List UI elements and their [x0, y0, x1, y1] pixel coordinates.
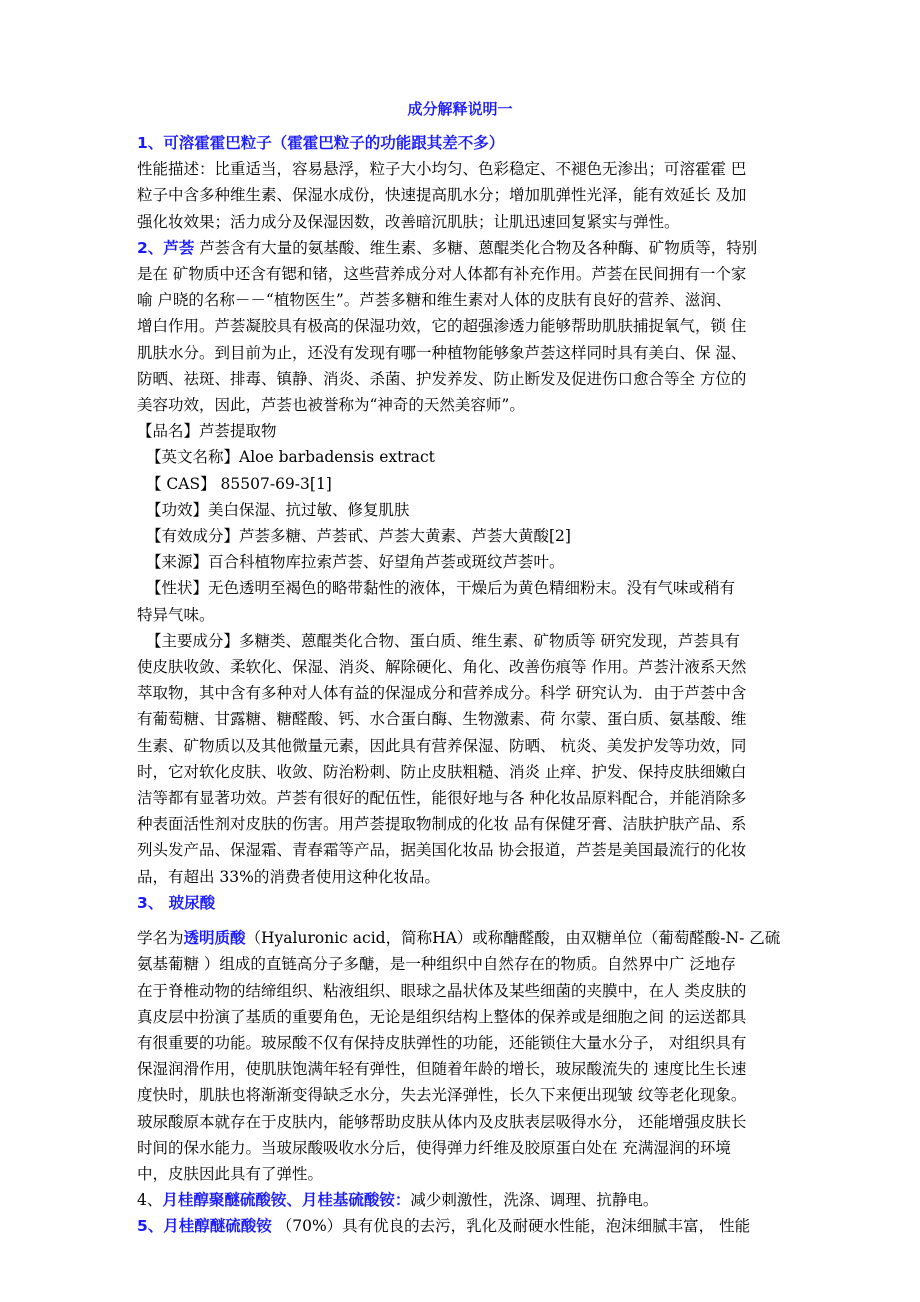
paragraph-line: 度快时，肌肤也将渐渐变得缺乏水分，失去光泽弹性，长久下来便出现皱 纹等老化现象。: [137, 1086, 747, 1105]
document-body: [137, 130, 792, 1240]
section-2-first-line: [137, 235, 792, 261]
paragraph-line: 中，皮肤因此具有了弹性。: [137, 1164, 324, 1183]
paragraph-line: 玻尿酸原本就存在于皮肤内，能够帮助皮肤从体内及皮肤表层吸得水分， 还能增强皮肤长: [137, 1112, 747, 1131]
paragraph-text: （Hyaluronic acid，简称HA）或称醣醛酸，由双糖单位（葡萄醛酸-N- 乙硫: [245, 929, 781, 948]
main-components-line: 种表面活性剂对皮肤的伤害。用芦荟提取物制成的化妆 品有保健牙膏、洁肤护肤产品、系: [137, 815, 747, 834]
paragraph-line: 强化妆效果；活力成分及保湿因数，改善暗沉肌肤；让肌迅速回复紧实与弹性。: [137, 212, 680, 231]
main-components-line: 品，有超出 33%的消费者使用这种化妆品。: [137, 867, 440, 886]
main-components-line: 有葡萄糖、甘露糖、糖醛酸、钙、水合蛋白酶、生物激素、荷 尔蒙、蛋白质、氨基酸、维: [137, 710, 747, 729]
paragraph-line: 在于脊椎动物的结缔组织、粘液组织、眼球之晶状体及某些细菌的夹膜中，在人 类皮肤的: [137, 981, 747, 1000]
paragraph-line: 粒子中含多种维生素、保湿水成份，快速提高肌水分；增加肌弹性光泽，能有效延长 及加: [137, 186, 747, 205]
paragraph-line: 喻 户晓的名称－－“植物医生”。芦荟多糖和维生素对人体的皮肤有良好的营养、滋润、: [137, 291, 732, 310]
properties-line: 特异气味。: [137, 605, 215, 624]
section-4-heading: 月桂醇聚醚硫酸铵、月桂基硫酸铵：: [162, 1191, 411, 1210]
paragraph-line: 有很重要的功能。玻尿酸不仅有保持皮肤弹性的功能，还能锁住大量水分子， 对组织具有: [137, 1033, 747, 1052]
main-components-line: 生素、矿物质以及其他微量元素，因此具有营养保湿、防晒、 杭炎、美发护发等功效，同: [137, 736, 747, 755]
main-components-line: 萃取物，其中含有多种对人体有益的保湿成分和营养成分。科学 研究认为．由于芦荟中含: [137, 684, 747, 703]
paragraph-line: 增白作用。芦荟凝胶具有极高的保湿功效，它的超强渗透力能够帮助肌肤捕捉氧气，锁 住: [137, 317, 747, 336]
paragraph-line: 保湿润滑作用，使肌肤饱满年轻有弹性，但随着年龄的增长，玻尿酸流失的 速度比生长速: [137, 1060, 747, 1079]
english-name: 【英文名称】Aloe barbadensis extract: [146, 448, 435, 467]
section-4-number: 4、: [137, 1191, 163, 1210]
section-5-line: [137, 1213, 792, 1239]
main-components-line: 使皮肤收敛、柔软化、保湿、消炎、解除硬化、角化、改善伤痕等 作用。芦荟汁液系天然: [137, 658, 747, 677]
main-components-line: 时，它对软化皮肤、收敛、防治粉刺、防止皮肤粗糙、消炎 止痒、护发、保持皮肤细嫩白: [137, 762, 747, 781]
main-components-line: 列头发产品、保湿霜、青春霜等产品，据美国化妆品 协会报道，芦荟是美国最流行的化妆: [137, 841, 747, 860]
paragraph-line: 防晒、祛斑、排毒、镇静、消炎、杀菌、护发养发、防止断发及促进伤口愈合等全 方位的: [137, 369, 747, 388]
paragraph-line: 氨基葡糖 ）组成的直链高分子多醣，是一种组织中自然存在的物质。自然界中广 泛地存: [137, 955, 736, 974]
paragraph-text: （70%）具有优良的去污，乳化及耐硬水性能，泡沫细腻丰富， 性能: [271, 1217, 751, 1236]
paragraph-line: 肌肤水分。到目前为止，还没有发现有哪一种植物能够象芦荟这样同时具有美白、保 湿、: [137, 343, 747, 362]
section-1-heading: 1、可溶霍霍巴粒子（霍霍巴粒子的功能跟其差不多）: [137, 134, 505, 152]
section-3-heading: 3、 玻尿酸: [137, 893, 216, 912]
term-highlight: 透明质酸: [183, 929, 246, 948]
page-title: 成分解释说明一: [407, 100, 513, 118]
efficacy: 【功效】美白保湿、抗过敏、修复肌肤: [146, 500, 410, 519]
paragraph-line: 美容功效，因此，芦荟也被誉称为“神奇的天然美容师”。: [137, 396, 525, 415]
paragraph-text: 减少刺激性，洗涤、调理、抗静电。: [410, 1191, 659, 1210]
paragraph-text: 学名为: [137, 929, 184, 948]
paragraph-line: 真皮层中扮演了基质的重要角色，无论是组织结构上整体的保养或是细胞之间 的运送都具: [137, 1007, 747, 1026]
product-name: 【品名】芦荟提取物: [137, 422, 277, 441]
section-2-heading: 2、芦荟: [137, 238, 195, 257]
paragraph-line: 性能描述：比重适当，容易悬浮，粒子大小均匀、色彩稳定、不褪色无渗出；可溶霍霍 巴: [137, 160, 747, 179]
section-4-line: [137, 1187, 792, 1213]
paragraph-text: 芦荟含有大量的氨基酸、维生素、多糖、蒽醌类化合物及各种酶、矿物质等，特别: [194, 238, 758, 257]
source: 【来源】百合科植物库拉索芦荟、好望角芦荟或斑纹芦荟叶。: [146, 553, 565, 572]
cas-number: 【 CAS】 85507-69-3[1]: [146, 474, 332, 493]
paragraph-line: 时间的保水能力。当玻尿酸吸收水分后，使得弹力纤维及胶原蛋白处在 充满湿润的环境: [137, 1138, 731, 1157]
section-3-first-line: [137, 925, 792, 951]
main-components-line: 洁等都有显著功效。芦荟有很好的配伍性，能很好地与各 种化妆品原料配合，并能消除多: [137, 789, 747, 808]
main-components-line: 【主要成分】多糖类、蒽醌类化合物、蛋白质、维生素、矿物质等 研究发现，芦荟具有: [146, 631, 740, 650]
properties-line: 【性状】无色透明至褐色的略带黏性的液体，干燥后为黄色精细粉末。没有气味或稍有: [146, 579, 736, 598]
section-5-heading: 5、月桂醇醚硫酸铵: [137, 1217, 272, 1236]
active-ingredients: 【有效成分】芦荟多糖、芦荟甙、芦荟大黄素、芦荟大黄酸[2]: [146, 527, 571, 546]
paragraph-line: 是在 矿物质中还含有锶和锗，这些营养成分对人体都有补充作用。芦荟在民间拥有一个家: [137, 265, 747, 284]
